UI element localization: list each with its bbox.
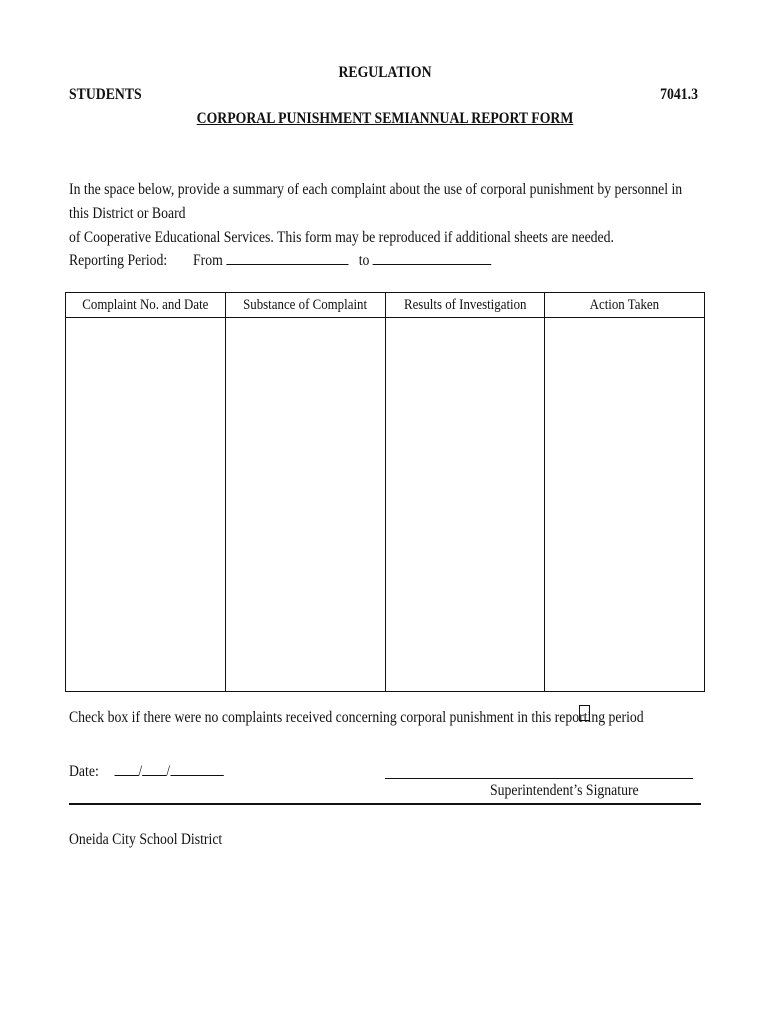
divider xyxy=(69,803,701,805)
date-day-field[interactable] xyxy=(142,759,166,776)
date-separator: / xyxy=(166,763,171,780)
column-header-complaint: Complaint No. and Date xyxy=(82,297,209,313)
date-row xyxy=(69,759,223,781)
complaint-cell[interactable] xyxy=(66,318,225,692)
date-label: Date: xyxy=(69,763,99,780)
regulation-heading: REGULATION xyxy=(338,64,432,81)
instructions-line-2: of Cooperative Educational Services. This form may be reproduced if additional sheets are needed. xyxy=(69,229,614,246)
column-header-action: Action Taken xyxy=(544,293,704,317)
instructions-line-1: In the space below, provide a summary of each complaint about the use of corporal punishment by personnel in this District or Board xyxy=(69,181,683,222)
column-header-results: Results of Investigation xyxy=(385,293,545,317)
date-month-field[interactable] xyxy=(114,759,138,776)
results-cell[interactable] xyxy=(385,318,545,692)
policy-number: 7041.3 xyxy=(660,86,698,103)
instructions xyxy=(69,178,697,250)
signature-label: Superintendent’s Signature xyxy=(490,782,639,799)
complaints-table xyxy=(65,292,705,692)
section-label: STUDENTS xyxy=(69,86,142,103)
table-body xyxy=(66,318,704,692)
action-cell[interactable] xyxy=(544,318,704,692)
to-label: to xyxy=(358,252,370,269)
no-complaints-checkbox[interactable] xyxy=(579,705,590,721)
table-header-row xyxy=(66,293,704,318)
date-separator: / xyxy=(138,763,143,780)
reporting-period-label: Reporting Period: xyxy=(69,252,168,269)
date-year-field[interactable] xyxy=(170,759,223,776)
substance-cell[interactable] xyxy=(225,318,385,692)
from-date-field[interactable] xyxy=(226,248,348,265)
signature-line[interactable] xyxy=(385,778,693,779)
to-date-field[interactable] xyxy=(373,248,492,265)
reporting-period xyxy=(69,248,492,270)
no-complaints-label: Check box if there were no complaints received concerning corporal punishment in this reporting period xyxy=(69,709,644,726)
from-label: From xyxy=(193,252,223,269)
column-header-substance: Substance of Complaint xyxy=(225,293,385,317)
district-name: Oneida City School District xyxy=(69,831,223,848)
form-title: CORPORAL PUNISHMENT SEMIANNUAL REPORT FORM xyxy=(196,110,574,127)
